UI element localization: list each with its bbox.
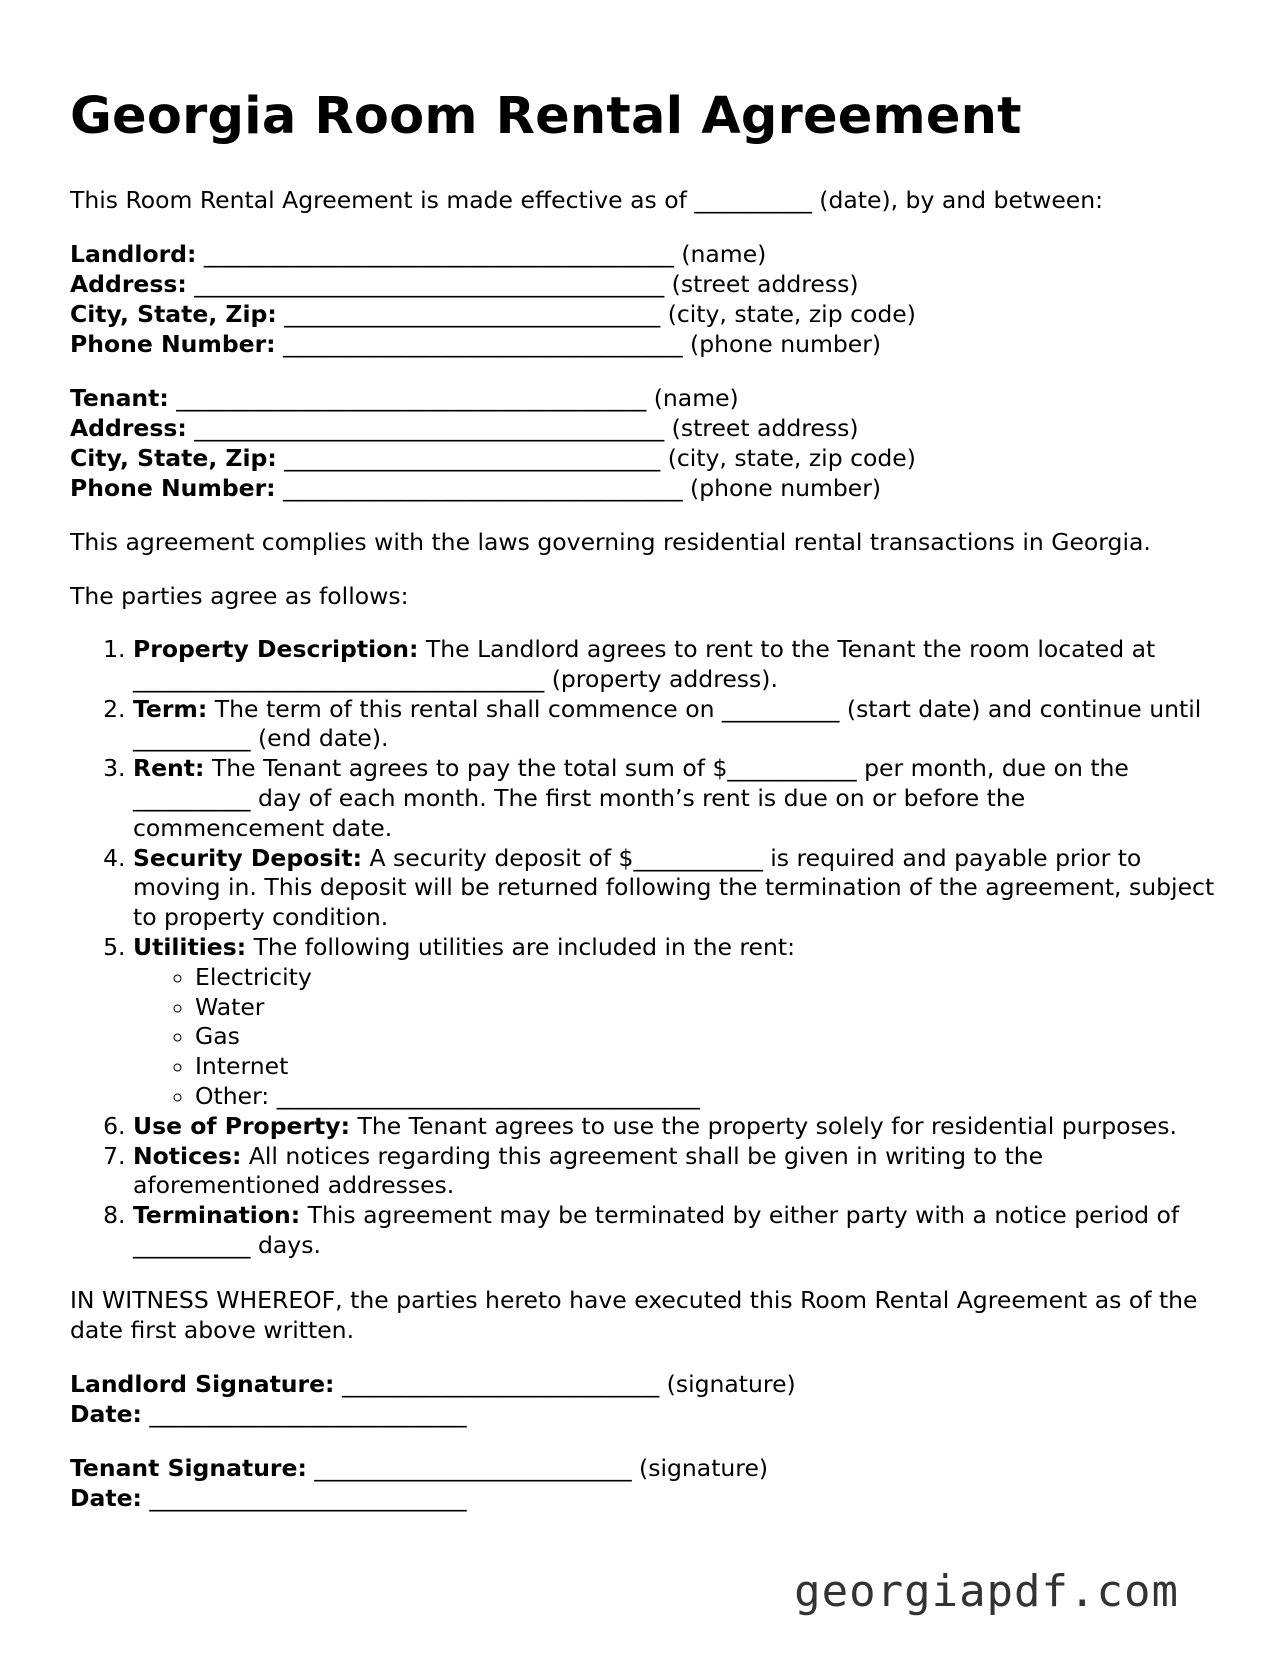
tenant-city-row — [70, 443, 1220, 473]
landlord-signature-block — [70, 1369, 1220, 1429]
clause-label: Utilities: — [133, 932, 247, 961]
clause-rent — [133, 754, 1220, 843]
landlord-date-label: Date: — [70, 1399, 142, 1428]
tenant-signature-block — [70, 1453, 1220, 1513]
landlord-signature-row — [70, 1369, 1220, 1399]
clause-label: Termination: — [133, 1201, 301, 1230]
page-title: Georgia Room Rental Agreement — [70, 87, 1022, 146]
clause-text: The Landlord agrees to rent to the Tenant the room located at ___________________________________ (property address). — [133, 635, 1156, 693]
tenant-signature-row — [70, 1453, 1220, 1483]
intro-paragraph: This Room Rental Agreement is made effective as of __________ (date), by and between: — [70, 186, 1104, 214]
utility-item: ◦ Other: ____________________________________ — [195, 1082, 1220, 1112]
clause-label: Use of Property: — [133, 1111, 350, 1140]
clause-notices — [133, 1142, 1220, 1202]
tenant-city-label: City, State, Zip: — [70, 444, 277, 472]
clause-text: The term of this rental shall commence on __________ (start date) and continue until __________ (end date). — [133, 694, 1202, 753]
tenant-address-field: ________________________________________ (street address) — [186, 414, 859, 442]
utilities-list — [133, 963, 1220, 1112]
agree-paragraph: The parties agree as follows: — [70, 582, 409, 610]
landlord-info — [70, 239, 1220, 359]
clause-text: A security deposit of $___________ is required and payable prior to moving in. This deposit will be returned following the termination of the agreement, subject to property condition. — [133, 843, 1215, 932]
utility-item: ◦ Electricity — [195, 963, 1220, 993]
tenant-address-label: Address: — [70, 414, 187, 442]
tenant-phone-label: Phone Number: — [70, 474, 276, 502]
landlord-address-field: ________________________________________ (street address) — [186, 270, 859, 298]
tenant-date-row — [70, 1483, 1220, 1513]
tenant-name-row — [70, 383, 1220, 413]
tenant-signature-label: Tenant Signature: — [70, 1453, 307, 1482]
landlord-phone-row — [70, 329, 1220, 359]
clause-security-deposit — [133, 844, 1220, 933]
tenant-info — [70, 383, 1220, 503]
landlord-date-field: ___________________________ — [141, 1399, 467, 1428]
landlord-phone-field: __________________________________ (phone number) — [275, 330, 882, 358]
landlord-signature-label: Landlord Signature: — [70, 1369, 335, 1398]
tenant-name-field: ________________________________________ (name) — [168, 384, 739, 412]
clause-text: The following utilities are included in the rent: — [246, 932, 796, 961]
tenant-name-label: Tenant: — [70, 384, 169, 412]
landlord-signature-field: ___________________________ (signature) — [334, 1369, 796, 1398]
landlord-date-row — [70, 1399, 1220, 1429]
landlord-name-row — [70, 239, 1220, 269]
clause-utilities — [133, 933, 1220, 1112]
landlord-address-row — [70, 269, 1220, 299]
tenant-date-label: Date: — [70, 1483, 142, 1512]
utility-item: ◦ Water — [195, 993, 1220, 1023]
clause-list — [70, 635, 1220, 1261]
clause-text: The Tenant agrees to use the property solely for residential purposes. — [350, 1111, 1177, 1140]
clause-text: The Tenant agrees to pay the total sum of $___________ per month, due on the __________ day of each month. The first month’s rent is due on or before the commencement date. — [133, 754, 1129, 842]
tenant-signature-field: ___________________________ (signature) — [306, 1453, 769, 1482]
compliance-paragraph: This agreement complies with the laws governing residential rental transactions in Georgia. — [70, 528, 1151, 556]
clause-text: This agreement may be terminated by either party with a notice period of __________ days. — [133, 1201, 1180, 1259]
tenant-address-row — [70, 413, 1220, 443]
utility-item: ◦ Gas — [195, 1022, 1220, 1052]
landlord-city-label: City, State, Zip: — [70, 300, 277, 328]
clause-label: Term: — [133, 694, 208, 723]
clause-label: Security Deposit: — [133, 843, 362, 872]
landlord-name-field: ________________________________________ (name) — [196, 240, 767, 268]
tenant-phone-row — [70, 473, 1220, 503]
utility-item: ◦ Internet — [195, 1052, 1220, 1082]
landlord-city-row — [70, 299, 1220, 329]
clause-term — [133, 695, 1220, 755]
tenant-phone-field: __________________________________ (phone number) — [275, 474, 882, 502]
clause-label: Property Description: — [133, 635, 419, 663]
clause-label: Notices: — [133, 1141, 242, 1170]
footer-watermark: georgiapdf.com — [794, 1566, 1179, 1617]
clause-text: All notices regarding this agreement shall be given in writing to the aforementioned addresses. — [133, 1141, 1044, 1200]
clause-label: Rent: — [133, 754, 205, 783]
witness-paragraph: IN WITNESS WHEREOF, the parties hereto have executed this Room Rental Agreement as of the date first above written. — [70, 1285, 1198, 1344]
landlord-city-field: ________________________________ (city, state, zip code) — [276, 300, 916, 328]
tenant-city-field: ________________________________ (city, state, zip code) — [276, 444, 916, 472]
clause-use-of-property — [133, 1112, 1220, 1142]
clause-termination — [133, 1201, 1220, 1261]
tenant-date-field: ___________________________ — [141, 1483, 467, 1512]
landlord-name-label: Landlord: — [70, 240, 197, 268]
clause-property-description — [133, 635, 1220, 695]
document-page — [70, 82, 1220, 1513]
landlord-phone-label: Phone Number: — [70, 330, 276, 358]
landlord-address-label: Address: — [70, 270, 187, 298]
